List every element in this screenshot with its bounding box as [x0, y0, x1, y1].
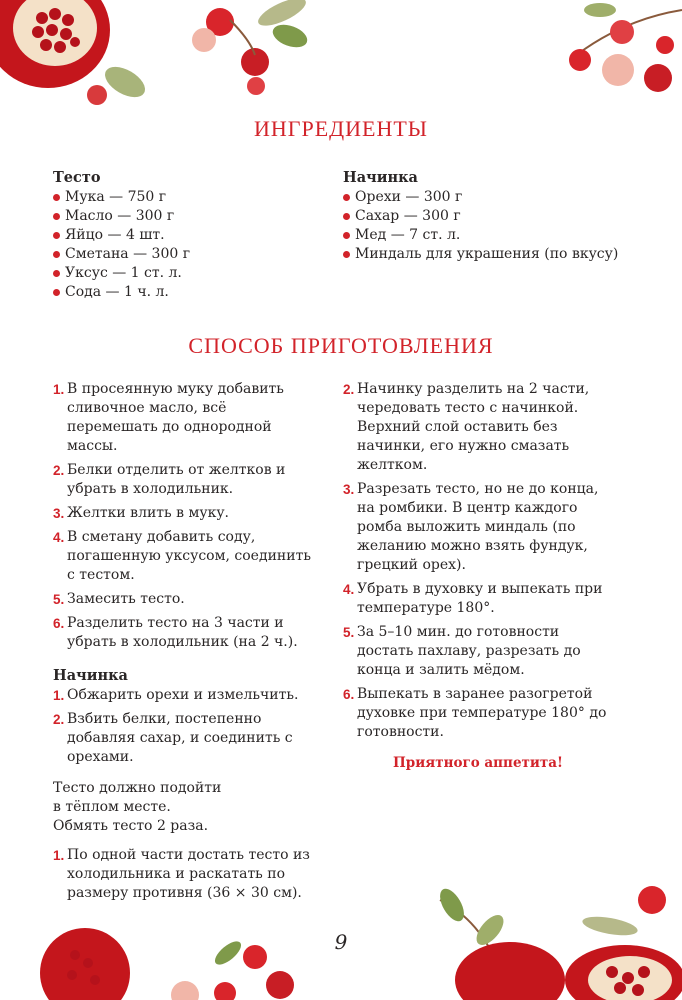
step-text: Белки отделить от желтков и убрать в холодильник. — [67, 462, 286, 497]
step-number: 3. — [343, 482, 355, 497]
step-number: 2. — [53, 712, 65, 727]
page-number: 9 — [334, 930, 348, 954]
step-text: Желтки влить в муку. — [67, 505, 230, 521]
step-item — [53, 590, 318, 609]
step-number: 2. — [343, 382, 355, 397]
pomegranate-top-left-illustration — [0, 0, 160, 115]
method-title: СПОСОБ ПРИГОТОВЛЕНИЯ — [188, 333, 494, 358]
step-number: 5. — [343, 625, 355, 640]
step-item — [343, 580, 613, 618]
step-text: В просеянную муку добавить сливочное масло, всё перемешать до однородной массы. — [67, 381, 284, 454]
step-item — [343, 380, 613, 475]
list-item: Яйцо — 4 шт. — [53, 226, 323, 245]
step-item — [53, 614, 318, 652]
step-number: 1. — [53, 848, 65, 863]
step-item — [53, 710, 318, 767]
step-text: Убрать в духовку и выпекать при температуре 180°. — [357, 581, 603, 616]
list-item: Сметана — 300 г — [53, 245, 323, 264]
step-number: 4. — [343, 582, 355, 597]
closing-text: Приятного аппетита! — [393, 755, 563, 771]
step-number: 4. — [53, 530, 65, 545]
step-number: 3. — [53, 506, 65, 521]
method-left-column — [53, 380, 318, 908]
list-item: Мед — 7 ст. л. — [343, 226, 643, 245]
step-text: В сметану добавить соду, погашенную уксусом, соединить с тестом. — [67, 529, 311, 583]
step-text: Разделить тесто на 3 части и убрать в холодильник (на 2 ч.). — [67, 615, 298, 650]
note-line: Обмять тесто 2 раза. — [53, 818, 209, 834]
filling-ingredients — [343, 168, 643, 264]
step-number: 6. — [343, 687, 355, 702]
step-item — [53, 380, 318, 456]
note-line: Тесто должно подойти — [53, 780, 222, 796]
step-text: Взбить белки, постепенно добавляя сахар, и соединить с орехами. — [67, 711, 293, 765]
step-number: 2. — [53, 463, 65, 478]
step-text: Разрезать тесто, но не до конца, на ромбики. В центр каждого ромба выложить миндаль (по желанию можно взять фундук, грецкий орех). — [357, 481, 599, 573]
flower-top-center-illustration — [170, 0, 320, 105]
filling-method-heading: Начинка — [53, 667, 128, 684]
step-item — [343, 480, 613, 575]
step-item — [343, 685, 613, 742]
step-text: Обжарить орехи и измельчить. — [67, 687, 299, 703]
dough-ingredients — [53, 168, 323, 302]
step-number: 5. — [53, 592, 65, 607]
step-text: По одной части достать тесто из холодильника и раскатать по размеру противня (36 × 30 см). — [67, 847, 310, 901]
dough-heading: Тесто — [53, 169, 101, 186]
step-text: За 5–10 мин. до готовности достать пахлаву, разрезать до конца и залить мёдом. — [357, 624, 581, 678]
list-item: Мука — 750 г — [53, 188, 323, 207]
filling-heading: Начинка — [343, 169, 418, 186]
list-item: Сода — 1 ч. л. — [53, 283, 323, 302]
step-number: 6. — [53, 616, 65, 631]
step-item — [53, 846, 318, 903]
step-text: Замесить тесто. — [67, 591, 185, 607]
step-item — [53, 461, 318, 499]
note-line: в тёплом месте. — [53, 799, 171, 815]
flower-top-right-illustration — [560, 0, 682, 110]
dough-note — [53, 779, 318, 836]
list-item: Миндаль для украшения (по вкусу) — [343, 245, 643, 264]
list-item: Орехи — 300 г — [343, 188, 643, 207]
method-right-column — [343, 380, 613, 773]
step-number: 1. — [53, 382, 65, 397]
step-text: Выпекать в заранее разогретой духовке при температуре 180° до готовности. — [357, 686, 607, 740]
list-item: Масло — 300 г — [53, 207, 323, 226]
list-item: Сахар — 300 г — [343, 207, 643, 226]
list-item: Уксус — 1 ст. л. — [53, 264, 323, 283]
step-item — [343, 623, 613, 680]
step-number: 1. — [53, 688, 65, 703]
step-text: Начинку разделить на 2 части, чередовать тесто с начинкой. Верхний слой оставить без начинки, его нужно смазать желтком. — [357, 381, 590, 473]
ingredients-title: ИНГРЕДИЕНТЫ — [253, 116, 428, 141]
step-item — [53, 528, 318, 585]
step-item — [53, 686, 318, 705]
step-item — [53, 504, 318, 523]
